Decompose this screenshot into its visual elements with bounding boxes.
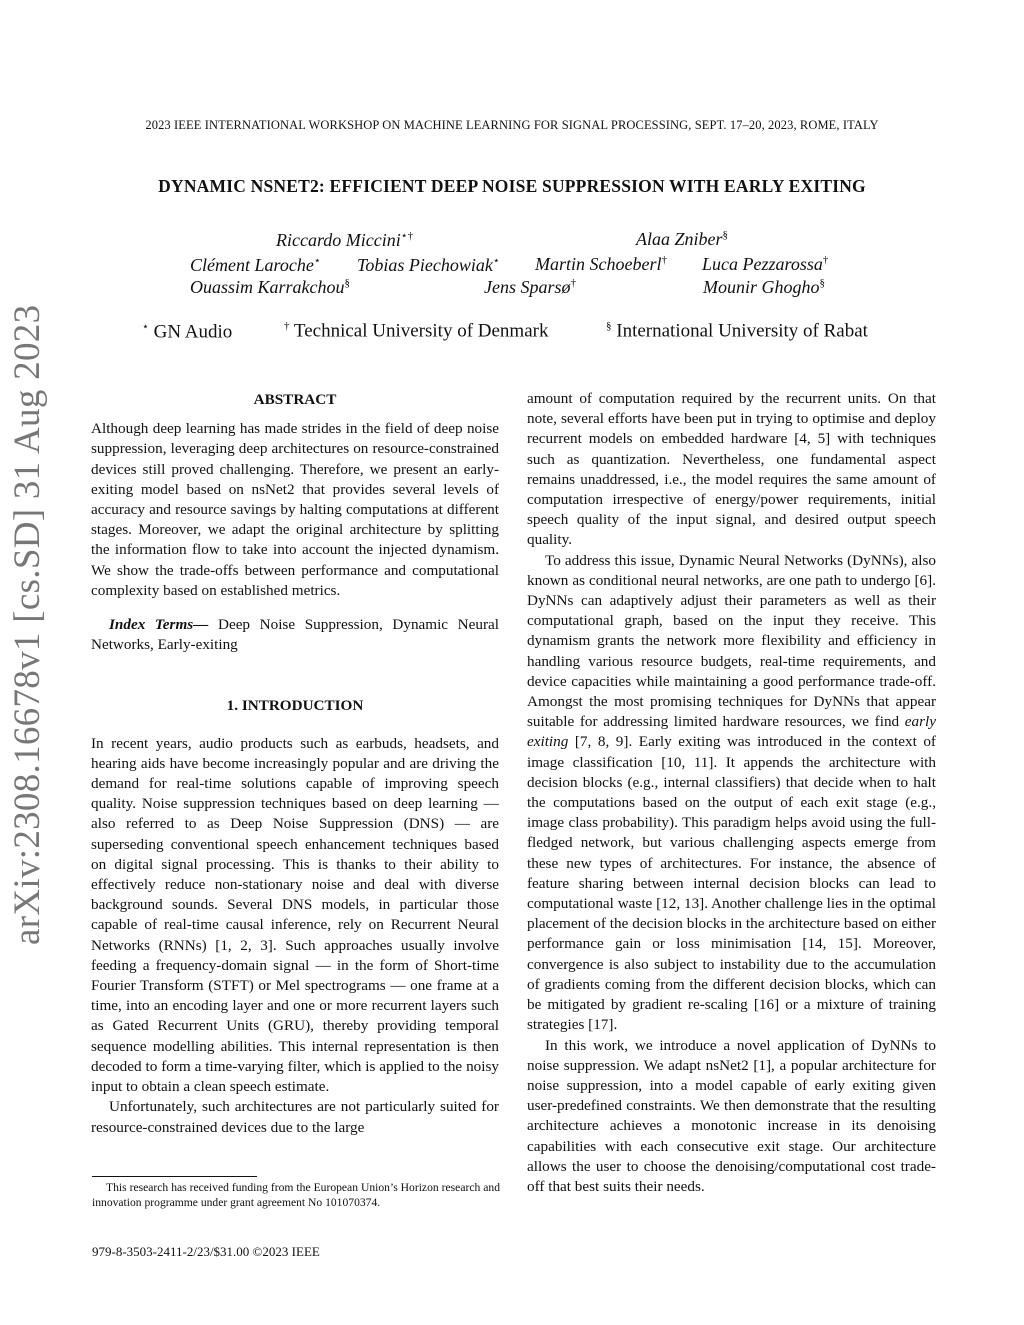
right-column: [527, 389, 936, 1197]
author-5: Martin Schoeberl†: [535, 254, 667, 274]
author-8: Jens Sparsø†: [484, 277, 576, 297]
affiliation-dtu: † Technical University of Denmark: [284, 320, 549, 342]
early-exiting-term: early exiting: [527, 713, 936, 751]
left-column: [91, 390, 499, 1138]
author-1: Riccardo Miccini⋆†: [276, 230, 414, 250]
author-7: Ouassim Karrakchou§: [190, 277, 351, 297]
author-4: Tobias Piechowiak⋆: [357, 255, 500, 275]
arxiv-identifier: arXiv:2308.16678v1 [cs.SD] 31 Aug 2023: [7, 304, 48, 945]
intro-paragraph-1: In recent years, audio products such as earbuds, headsets, and hearing aids have become increasingly popular and are driving the demand for real-time solutions capable of improving speech quality. Noise suppression techniques based on deep learning — also referred to as Deep Noise Suppression (DNS) — are superseding conventional speech enhancement techniques based on digital signal processing. This is thanks to their ability to effectively reduce non-stationary noise and deal with diverse background sounds. Several DNS models, in particular those capable of real-time causal inference, rely on Recurrent Neural Networks (RNNs) [1, 2, 3]. Such approaches usually involve feeding a frequency-domain signal — in the form of Short-time Fourier Transform (STFT) or Mel spectrograms — one frame at a time, into an encoding layer and one or more recurrent layers such as Gated Recurrent Units (GRU), thereby providing temporal sequence modelling abilities. This internal representation is then decoded to form a time-varying filter, which is applied to the noisy input to obtain a clean speech estimate.: [91, 734, 499, 1096]
affiliation-uir: § International University of Rabat: [606, 320, 868, 342]
abstract-heading: ABSTRACT: [253, 391, 337, 408]
affiliation-gn-audio: ⋆ GN Audio: [142, 321, 233, 343]
intro-paragraph-2-start: Unfortunately, such architectures are not particularly suited for resource-constrained devices due to the large: [91, 1098, 499, 1136]
author-9: Mounir Ghogho§: [703, 277, 825, 297]
intro-paragraph-3: To address this issue, Dynamic Neural Networks (DyNNs), also known as conditional neural networks, are one path to undergo [6]. DyNNs can adaptively adjust their parameters as well as their computational graph, based on the input they receive. This dynamism grants the network more flexibility and efficiency in handling various resource budgets, real-time requirements, and device capacities while maintaining a good performance trade-off. Amongst the most promising techniques for DyNNs that appear suitable for addressing limited hardware resources, we find early exiting [7, 8, 9]. Early exiting was introduced in the context of image classification [10, 11]. It appends the architecture with decision blocks (e.g., internal classifiers) that decide when to halt the computations based on the output of each exit stage (e.g., image class probability). This paradigm helps avoid using the full-fledged network, but various challenging aspects emerge from these new types of architectures. For instance, the absence of feature sharing between internal decision blocks can lead to computational waste [12, 13]. Another challenge lies in the optimal placement of the decision blocks in the architecture based on either performance gain or loss minimisation [14, 15]. Moreover, convergence is also subject to instability due to the accumulation of gradients coming from the different decision blocks, which can be mitigated by gradient re-scaling [16] or a mixture of training strategies [17].: [527, 551, 936, 1034]
introduction-heading: 1. INTRODUCTION: [226, 697, 364, 715]
index-terms: Index Terms— Deep Noise Suppression, Dynamic Neural Networks, Early-exiting: [91, 616, 499, 654]
author-2: Alaa Zniber§: [636, 229, 729, 249]
author-3: Clément Laroche⋆: [190, 255, 321, 275]
footnote-rule: [92, 1176, 257, 1177]
copyright-notice: 979-8-3503-2411-2/23/$31.00 ©2023 IEEE: [92, 1244, 320, 1259]
index-terms-label: Index Terms—: [109, 616, 209, 634]
conference-header: 2023 IEEE INTERNATIONAL WORKSHOP ON MACHINE LEARNING FOR SIGNAL PROCESSING, SEPT. 17–20, 2023, ROME, ITALY: [145, 118, 879, 132]
abstract-text: Although deep learning has made strides in the field of deep noise suppression, leveraging deep architectures on resource-constrained devices still proved challenging. Therefore, we present an early-exiting model based on nsNet2 that provides several levels of accuracy and resource savings by halting computations at different stages. Moreover, we adapt the original architecture by splitting the information flow to take into account the injected dynamism. We show the trade-offs between performance and computational complexity based on established metrics.: [91, 420, 499, 599]
funding-footnote: This research has received funding from the European Union’s Horizon research and innovation programme under grant agreement No 101070374.: [92, 1181, 500, 1209]
intro-paragraph-2-cont: amount of computation required by the recurrent units. On that note, several efforts have been put in trying to optimise and deploy recurrent models on embedded hardware [4, 5] with techniques such as quantization. Nevertheless, one fundamental aspect remains unaddressed, i.e., the model requires the same amount of computation irrespective of energy/power requirements, initial speech quality of the input signal, and desired output speech quality.: [527, 390, 936, 549]
author-6: Luca Pezzarossa†: [702, 254, 829, 274]
paper-title: DYNAMIC NSNET2: EFFICIENT DEEP NOISE SUPPRESSION WITH EARLY EXITING: [158, 176, 866, 196]
intro-paragraph-4: In this work, we introduce a novel application of DyNNs to noise suppression. We adapt nsNet2 [1], a popular architecture for noise suppression, into a model capable of early exiting given user-predefined constraints. We then demonstrate that the resulting architecture achieves a monotonic increase in its denoising capabilities with each consecutive exit stage. Our architecture allows the user to choose the denoising/computational cost trade-off that best suits their needs.: [527, 1036, 936, 1195]
